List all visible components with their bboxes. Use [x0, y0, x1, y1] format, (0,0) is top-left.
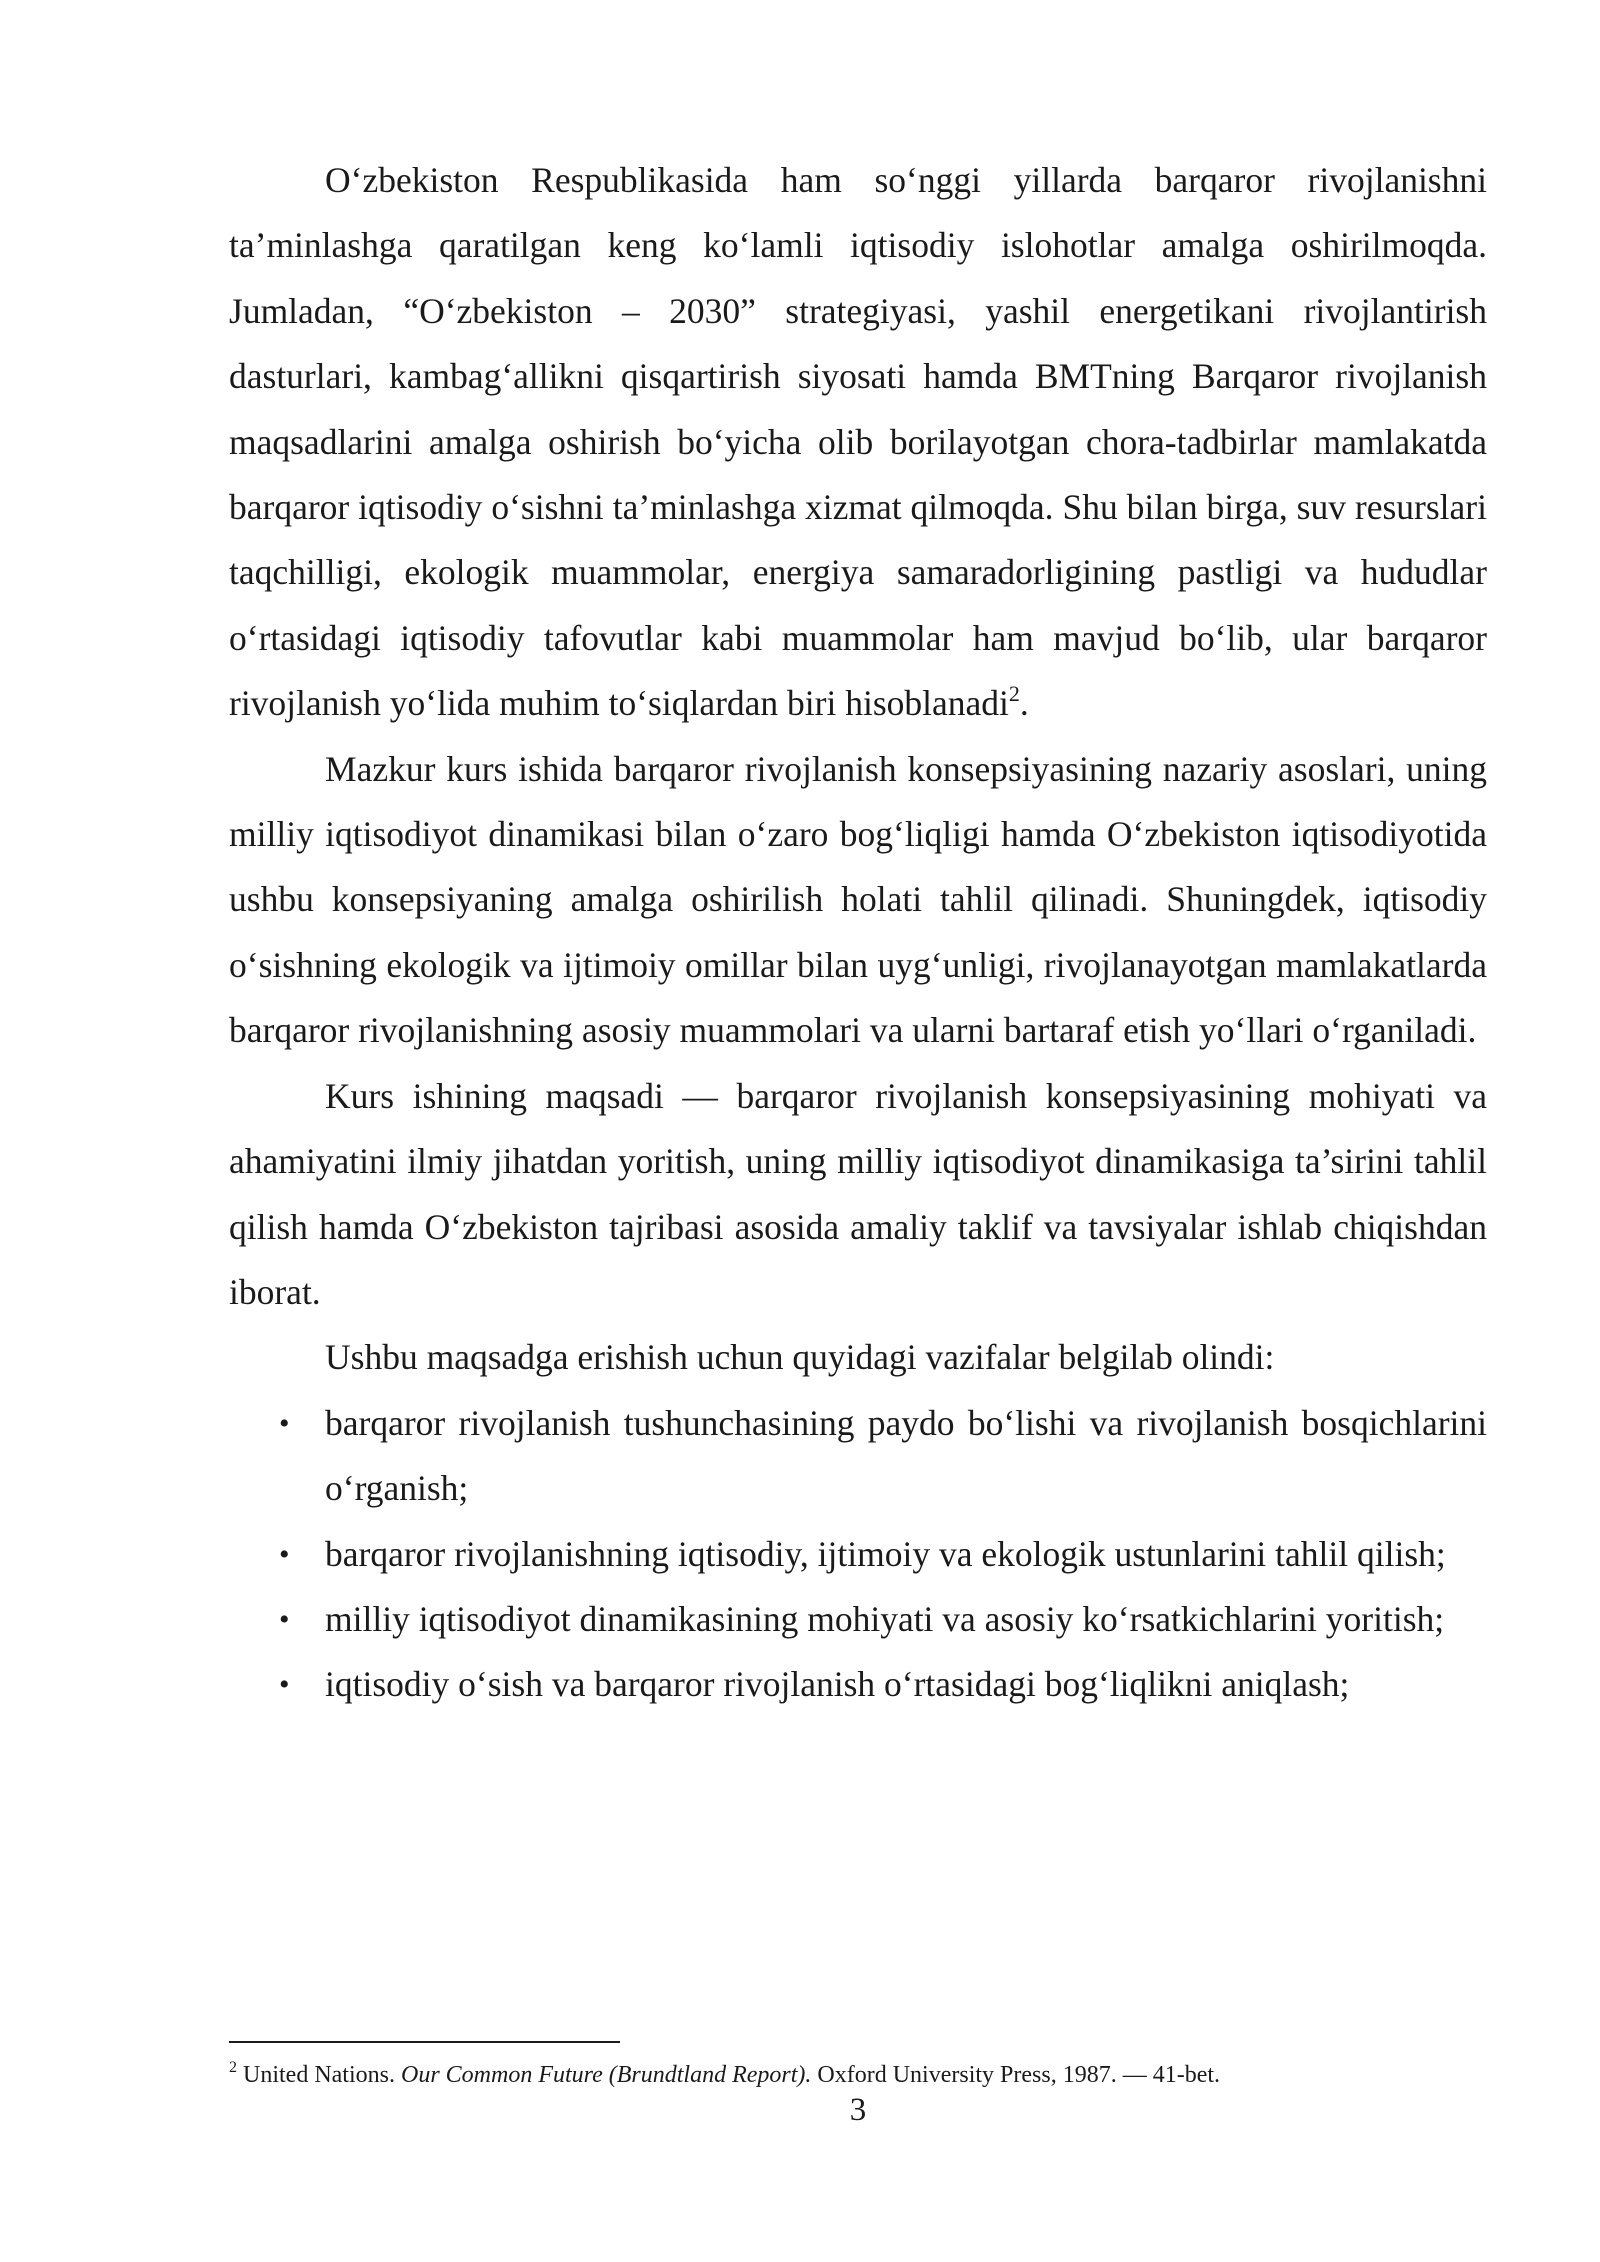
page-number: 3	[849, 2092, 867, 2128]
list-item-text: iqtisodiy o‘sish va barqaror rivojlanish o‘rtasidagi bog‘liqlikni aniqlash;	[325, 1664, 1350, 1705]
task-list	[229, 1391, 1487, 1718]
footnote-reference: 2	[1008, 681, 1020, 707]
list-item	[229, 1522, 1487, 1587]
bullet-icon: •	[279, 1406, 290, 1440]
paragraph-1	[229, 148, 1487, 737]
footnote	[229, 2058, 1487, 2092]
body-text	[229, 148, 1487, 1718]
bullet-icon: •	[279, 1602, 290, 1636]
list-item	[229, 1652, 1487, 1717]
paragraph-3: Kurs ishining maqsadi — barqaror rivojlanish konsepsiyasining mohiyati va ahamiyatini ilmiy jihatdan yoritish, uning milliy iqtisodiyot dinamikasiga ta’sirini tahlil qilish hamda O‘zbekiston tajribasi asosida amaliy taklif va tavsiyalar ishlab chiqishdan iborat.	[229, 1075, 1487, 1312]
paragraph-1-end: .	[1019, 683, 1029, 724]
paragraph-4: Ushbu maqsadga erishish uchun quyidagi vazifalar belgilab olindi:	[325, 1337, 1275, 1378]
footnote-separator	[229, 2041, 620, 2043]
footnote-author: United Nations.	[237, 2062, 401, 2088]
footnote-publisher: Oxford University Press, 1987. — 41-bet.	[811, 2062, 1221, 2088]
footnote-title: Our Common Future (Brundtland Report).	[400, 2062, 812, 2088]
list-item-text: barqaror rivojlanish tushunchasining paydo bo‘lishi va rivojlanish bosqichlarini o‘rganish;	[325, 1402, 1487, 1509]
list-item-text: milliy iqtisodiyot dinamikasining mohiyati va asosiy ko‘rsatkichlarini yoritish;	[325, 1598, 1445, 1639]
list-item	[229, 1391, 1487, 1522]
footnote-number: 2	[229, 2059, 237, 2076]
list-item-text: barqaror rivojlanishning iqtisodiy, ijtimoiy va ekologik ustunlarini tahlil qilish;	[325, 1533, 1446, 1574]
paragraph-1-text: O‘zbekiston Respublikasida ham so‘nggi yillarda barqaror rivojlanishni ta’minlashga qaratilgan keng ko‘lamli iqtisodiy islohotlar amalga oshirilmoqda. Jumladan, “O‘zbekiston – 2030” strategiyasi, yashil energetikani rivojlantirish dasturlari, kambag‘allikni qisqartirish siyosati hamda BMTning Barqaror rivojlanish maqsadlarini amalga oshirish bo‘yicha olib borilayotgan chora-tadbirlar mamlakatda barqaror iqtisodiy o‘sishni ta’minlashga xizmat qilmoqda. Shu bilan birga, suv resurslari taqchilligi, ekologik muammolar, energiya samaradorligining pastligi va hududlar o‘rtasidagi iqtisodiy tafovutlar kabi muammolar ham mavjud bo‘lib, ular barqaror rivojlanish yo‘lida muhim to‘siqlardan biri hisoblanadi	[229, 160, 1487, 724]
paragraph-2: Mazkur kurs ishida barqaror rivojlanish konsepsiyasining nazariy asoslari, uning milliy iqtisodiyot dinamikasi bilan o‘zaro bog‘liqligi hamda O‘zbekiston iqtisodiyotida ushbu konsepsiyaning amalga oshirilish holati tahlil qilinadi. Shuningdek, iqtisodiy o‘sishning ekologik va ijtimoiy omillar bilan uyg‘unligi, rivojlanayotgan mamlakatlarda barqaror rivojlanishning asosiy muammolari va ularni bartaraf etish yo‘llari o‘rganiladi.	[229, 748, 1487, 1051]
list-item	[229, 1587, 1487, 1652]
bullet-icon: •	[279, 1537, 290, 1571]
bullet-icon: •	[279, 1668, 290, 1702]
